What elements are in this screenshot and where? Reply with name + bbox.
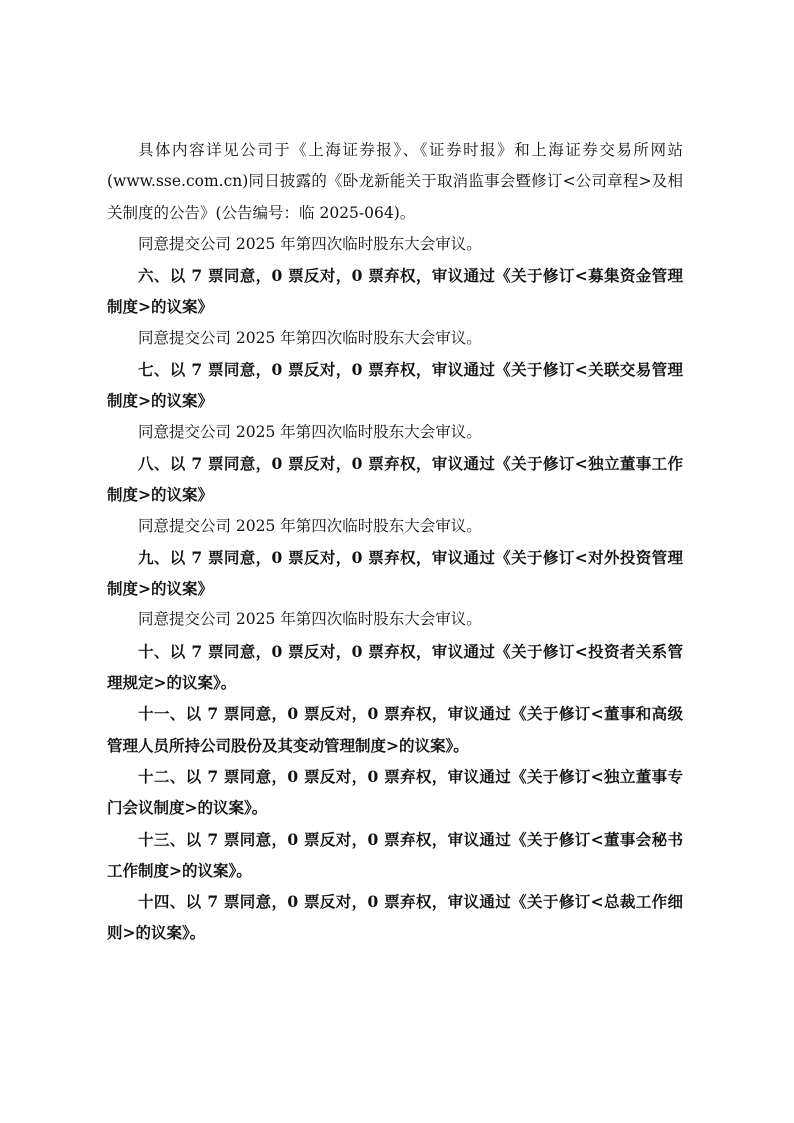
resolution-14-heading: 十四、以 7 票同意，0 票反对，0 票弃权，审议通过《关于修订<总裁工作细则>的议案》。 [107,892,683,943]
resolution-6-heading: 六、以 7 票同意，0 票反对，0 票弃权，审议通过《关于修订<募集资金管理制度>的议案》 [107,266,683,317]
paragraph-disclosure-details: 具体内容详见公司于《上海证券报》、《证券时报》和上海证券交易所网站(www.sse.com.cn)同日披露的《卧龙新能关于取消监事会暨修订<公司章程>及相关制度的公告》(公告编号：临 2025-064)。 [107,141,683,222]
resolution-10-heading: 十、以 7 票同意，0 票反对，0 票弃权，审议通过《关于修订<投资者关系管理规定>的议案》。 [107,641,683,693]
resolution-9-heading: 九、以 7 票同意，0 票反对，0 票弃权，审议通过《关于修订<对外投资管理制度>的议案》 [107,547,683,599]
paragraph-submit-shareholders-meeting: 同意提交公司 2025 年第四次临时股东大会审议。 [138,610,482,629]
resolution-13-heading: 十三、以 7 票同意，0 票反对，0 票弃权，审议通过《关于修订<董事会秘书工作制度>的议案》。 [107,829,683,880]
paragraph-submit-shareholders-meeting: 同意提交公司 2025 年第四次临时股东大会审议。 [138,422,482,441]
paragraph-submit-shareholders-meeting: 同意提交公司 2025 年第四次临时股东大会审议。 [138,516,482,535]
resolution-7-heading: 七、以 7 票同意，0 票反对，0 票弃权，审议通过《关于修订<关联交易管理制度>的议案》 [107,360,683,411]
paragraph-submit-shareholders-meeting: 同意提交公司 2025 年第四次临时股东大会审议。 [138,328,482,347]
document-body [107,135,683,949]
resolution-8-heading: 八、以 7 票同意，0 票反对，0 票弃权，审议通过《关于修订<独立董事工作制度>的议案》 [107,453,683,505]
resolution-12-heading: 十二、以 7 票同意，0 票反对，0 票弃权，审议通过《关于修订<独立董事专门会议制度>的议案》。 [107,766,683,818]
paragraph-submit-shareholders-meeting: 同意提交公司 2025 年第四次临时股东大会审议。 [138,234,482,253]
resolution-11-heading: 十一、以 7 票同意，0 票反对，0 票弃权，审议通过《关于修订<董事和高级管理人员所持公司股份及其变动管理制度>的议案》。 [107,704,683,755]
